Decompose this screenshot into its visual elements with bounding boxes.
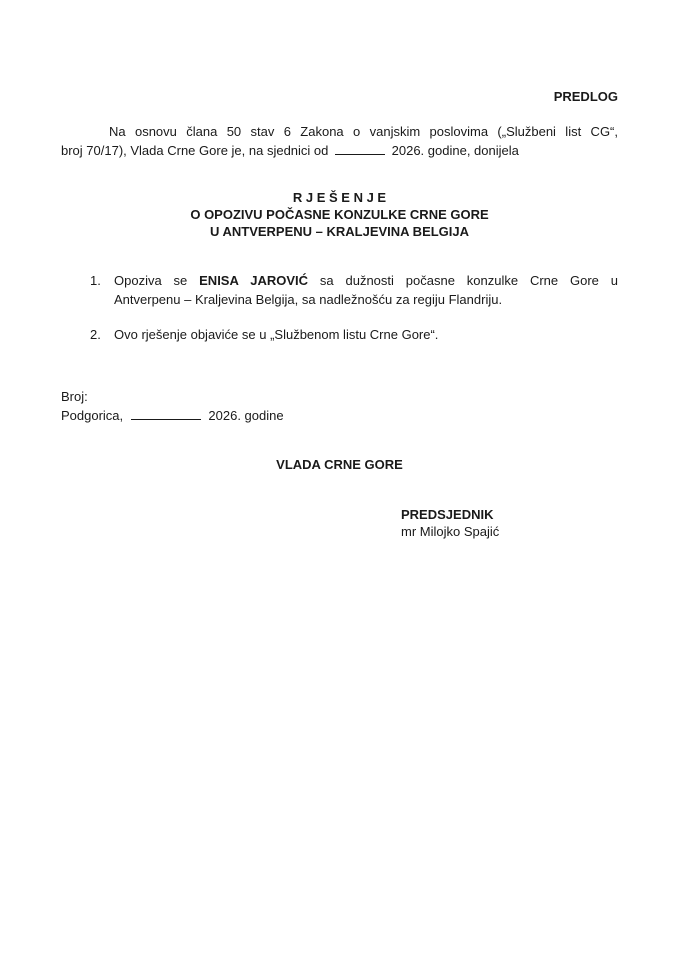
intro-line-2 bbox=[61, 143, 519, 158]
item-1-number: 1. bbox=[90, 273, 101, 288]
item-2-text: Ovo rješenje objaviće se u „Službenom listu Crne Gore“. bbox=[114, 327, 439, 342]
item-1-line-1 bbox=[114, 273, 618, 288]
vlada-heading: VLADA CRNE GORE bbox=[276, 457, 403, 472]
date-blank bbox=[131, 408, 201, 420]
place-label: Podgorica, bbox=[61, 408, 124, 423]
intro-text-2a: broj 70/17), Vlada Crne Gore je, na sjednici od bbox=[61, 143, 329, 158]
item-1-text-a: Opoziva se bbox=[114, 273, 188, 288]
intro-text-2b: 2026. godine, donijela bbox=[391, 143, 519, 158]
intro-text-1: Na osnovu člana 50 stav 6 Zakona o vanjskim poslovima („Službeni list CG“, bbox=[109, 124, 618, 139]
item-1-name: ENISA JAROVIĆ bbox=[199, 273, 309, 288]
item-2-number: 2. bbox=[90, 327, 101, 342]
item-1-line-2: Antverpenu – Kraljevina Belgija, sa nadležnošću za regiju Flandriju. bbox=[114, 292, 503, 307]
place-date-line bbox=[61, 408, 284, 423]
session-date-blank bbox=[335, 143, 385, 155]
broj-label: Broj: bbox=[61, 389, 88, 404]
title-rjesenje: R J E Š E N J E bbox=[292, 190, 387, 205]
predsjednik-title: PREDSJEDNIK bbox=[401, 507, 494, 522]
item-1-text-b: sa dužnosti počasne konzulke Crne Gore u bbox=[319, 273, 618, 288]
title-subject: O OPOZIVU POČASNE KONZULKE CRNE GORE bbox=[190, 207, 489, 222]
title-location: U ANTVERPENU – KRALJEVINA BELGIJA bbox=[209, 224, 470, 239]
intro-line-1 bbox=[61, 124, 618, 139]
predlog-label: PREDLOG bbox=[553, 89, 618, 104]
place-year: 2026. godine bbox=[208, 408, 284, 423]
predsjednik-name: mr Milojko Spajić bbox=[401, 524, 500, 539]
